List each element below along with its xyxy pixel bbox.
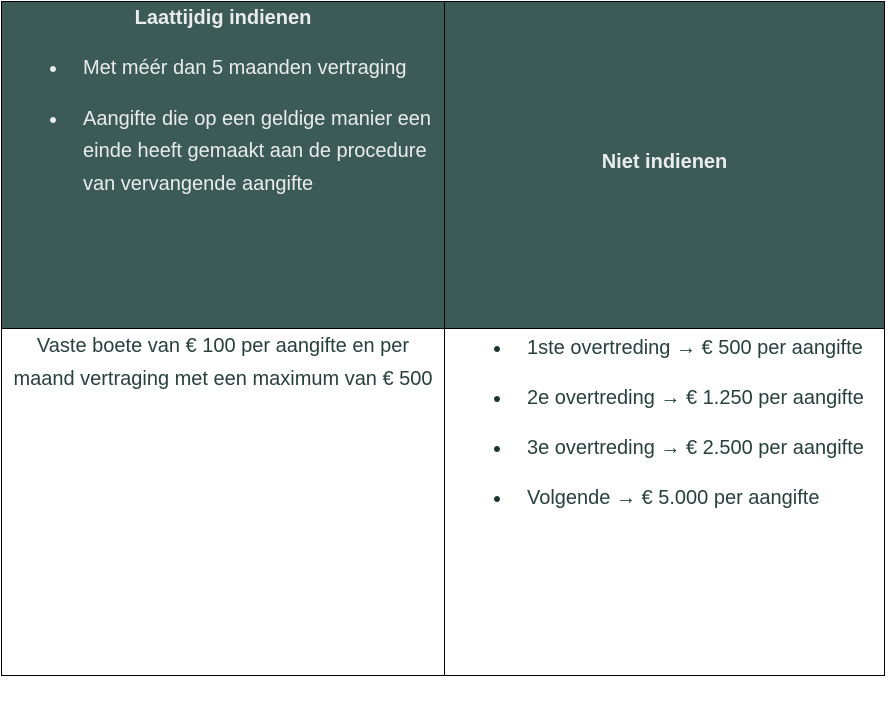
bullet-icon — [494, 346, 500, 352]
list-item — [527, 332, 882, 365]
list-item — [527, 432, 882, 465]
not-filing-fines-list — [527, 332, 882, 532]
late-filing-header-cell — [2, 2, 445, 329]
late-filing-conditions-list — [83, 52, 433, 218]
late-filing-fine-cell — [2, 329, 445, 675]
list-item-text: 3e overtreding → € 2.500 per aangifte — [527, 437, 864, 459]
list-item — [83, 103, 433, 201]
bullet-icon — [50, 117, 56, 123]
list-item — [527, 482, 882, 515]
list-item-text: 2e overtreding → € 1.250 per aangifte — [527, 387, 864, 409]
late-filing-fine-text: Vaste boete van € 100 per aangifte en per maand vertraging met een maximum van € 500 — [13, 335, 433, 390]
bullet-icon — [494, 446, 500, 452]
bullet-icon — [494, 396, 500, 402]
list-item-text: Volgende → € 5.000 per aangifte — [527, 487, 820, 509]
list-item — [527, 382, 882, 415]
bullet-icon — [494, 496, 500, 502]
list-item-text: Met méér dan 5 maanden vertraging — [83, 57, 407, 79]
not-filing-header-cell — [445, 2, 884, 329]
list-item — [83, 52, 433, 85]
bullet-icon — [50, 66, 56, 72]
list-item-text: Aangifte die op een geldige manier een einde heeft gemaakt aan de procedure van vervangende aangifte — [83, 107, 432, 195]
not-filing-fine-cell — [445, 329, 884, 675]
fines-table — [1, 1, 885, 676]
late-filing-title: Laattijdig indienen — [134, 7, 312, 29]
not-filing-title: Niet indienen — [601, 151, 728, 173]
list-item-text: 1ste overtreding → € 500 per aangifte — [527, 337, 863, 359]
